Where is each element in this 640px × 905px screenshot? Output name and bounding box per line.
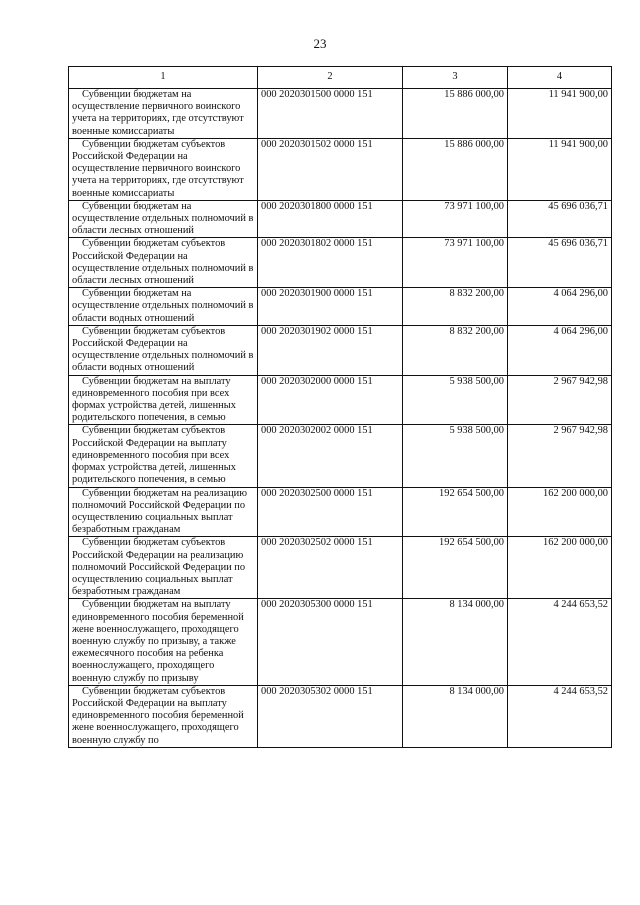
row-amount-cell: 162 200 000,00 [508, 487, 612, 537]
page-number: 23 [313, 36, 327, 51]
column-header: 2 [258, 67, 403, 89]
table-row [69, 89, 612, 139]
row-name-cell: Субвенции бюджетам на осуществление первичного воинского учета на территориях, где отсутствуют военные комиссариаты [69, 89, 258, 139]
row-amount-cell: 8 832 200,00 [403, 288, 508, 326]
table-row [69, 138, 612, 200]
row-code-cell: 000 2020301900 0000 151 [258, 288, 403, 326]
row-name-cell: Субвенции бюджетам субъектов Российской Федерации на выплату единовременного пособия при всех формах устройства детей, лишенных родительского попечения, в семью [69, 425, 258, 487]
table-row [69, 685, 612, 747]
table-row [69, 425, 612, 487]
row-amount-cell: 5 938 500,00 [403, 425, 508, 487]
table-row [69, 325, 612, 375]
row-code-cell: 000 2020302500 0000 151 [258, 487, 403, 537]
row-amount-cell: 192 654 500,00 [403, 487, 508, 537]
table-header-row [69, 67, 612, 89]
row-amount-cell: 5 938 500,00 [403, 375, 508, 425]
row-name-cell: Субвенции бюджетам на осуществление отдельных полномочий в области лесных отношений [69, 200, 258, 238]
row-amount-cell: 11 941 900,00 [508, 89, 612, 139]
row-amount-cell: 73 971 100,00 [403, 200, 508, 238]
row-code-cell: 000 2020305300 0000 151 [258, 599, 403, 685]
row-amount-cell: 4 244 653,52 [508, 599, 612, 685]
row-amount-cell: 45 696 036,71 [508, 238, 612, 288]
row-name-cell: Субвенции бюджетам субъектов Российской Федерации на осуществление отдельных полномочий в области водных отношений [69, 325, 258, 375]
table-row [69, 238, 612, 288]
row-amount-cell: 162 200 000,00 [508, 537, 612, 599]
row-name-cell: Субвенции бюджетам субъектов Российской Федерации на осуществление отдельных полномочий в области лесных отношений [69, 238, 258, 288]
row-amount-cell: 4 064 296,00 [508, 288, 612, 326]
row-code-cell: 000 2020301502 0000 151 [258, 138, 403, 200]
table-row [69, 288, 612, 326]
row-amount-cell: 4 064 296,00 [508, 325, 612, 375]
row-amount-cell: 192 654 500,00 [403, 537, 508, 599]
row-amount-cell: 4 244 653,52 [508, 685, 612, 747]
row-code-cell: 000 2020301902 0000 151 [258, 325, 403, 375]
table-row [69, 375, 612, 425]
row-code-cell: 000 2020301800 0000 151 [258, 200, 403, 238]
budget-table [68, 66, 612, 748]
row-amount-cell: 8 832 200,00 [403, 325, 508, 375]
row-code-cell: 000 2020301500 0000 151 [258, 89, 403, 139]
row-amount-cell: 73 971 100,00 [403, 238, 508, 288]
row-amount-cell: 8 134 000,00 [403, 599, 508, 685]
row-code-cell: 000 2020305302 0000 151 [258, 685, 403, 747]
row-code-cell: 000 2020302002 0000 151 [258, 425, 403, 487]
row-name-cell: Субвенции бюджетам на выплату единовременного пособия беременной жене военнослужащего, проходящего военную службу по призыву, а также ежемесячного пособия на ребенка военнослужащего, проходящего военную службу по призыву [69, 599, 258, 685]
column-header: 3 [403, 67, 508, 89]
row-amount-cell: 8 134 000,00 [403, 685, 508, 747]
row-name-cell: Субвенции бюджетам субъектов Российской Федерации на реализацию полномочий Российской Федерации по осуществлению социальных выплат безработным гражданам [69, 537, 258, 599]
row-code-cell: 000 2020302000 0000 151 [258, 375, 403, 425]
column-header: 4 [508, 67, 612, 89]
row-name-cell: Субвенции бюджетам субъектов Российской Федерации на осуществление первичного воинского учета на территориях, где отсутствуют военные комиссариаты [69, 138, 258, 200]
table-row [69, 599, 612, 685]
row-name-cell: Субвенции бюджетам субъектов Российской Федерации на выплату единовременного пособия беременной жене военнослужащего, проходящего военную службу по [69, 685, 258, 747]
row-amount-cell: 2 967 942,98 [508, 425, 612, 487]
table-row [69, 537, 612, 599]
row-name-cell: Субвенции бюджетам на осуществление отдельных полномочий в области водных отношений [69, 288, 258, 326]
row-amount-cell: 11 941 900,00 [508, 138, 612, 200]
table-row [69, 200, 612, 238]
row-code-cell: 000 2020301802 0000 151 [258, 238, 403, 288]
row-amount-cell: 15 886 000,00 [403, 138, 508, 200]
row-amount-cell: 15 886 000,00 [403, 89, 508, 139]
row-name-cell: Субвенции бюджетам на выплату единовременного пособия при всех формах устройства детей, лишенных родительского попечения, в семью [69, 375, 258, 425]
row-amount-cell: 45 696 036,71 [508, 200, 612, 238]
row-name-cell: Субвенции бюджетам на реализацию полномочий Российской Федерации по осуществлению социальных выплат безработным гражданам [69, 487, 258, 537]
table-row [69, 487, 612, 537]
row-code-cell: 000 2020302502 0000 151 [258, 537, 403, 599]
row-amount-cell: 2 967 942,98 [508, 375, 612, 425]
column-header: 1 [69, 67, 258, 89]
